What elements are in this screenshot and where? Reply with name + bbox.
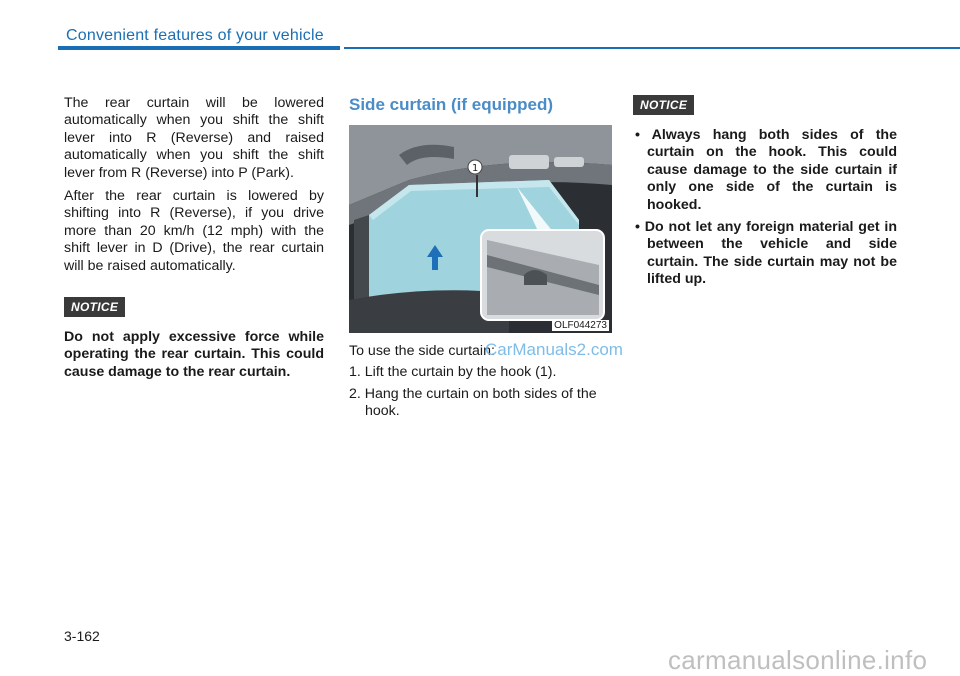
side-curtain-illustration <box>349 125 612 333</box>
rear-curtain-paragraph-1: The rear curtain will be lowered automatically when you shift the shift lever into R (Reverse) and raised automatically when you shift the shift lever from R (Reverse) into P (Park). <box>64 95 324 181</box>
step-item: 1. Lift the curtain by the hook (1). <box>349 364 557 381</box>
side-curtain-figure <box>349 125 612 333</box>
middle-column <box>349 95 612 425</box>
header-title: Convenient features of your vehicle <box>66 27 324 44</box>
watermark-bottom: carmanualsonline.info <box>668 645 928 675</box>
notice-badge: NOTICE <box>64 297 125 317</box>
header-rule-thin <box>344 47 960 49</box>
figure-code: OLF044273 <box>554 320 607 331</box>
step-item: 2. Hang the curtain on both sides of the hook. <box>349 385 597 420</box>
watermark-top: CarManuals2.com <box>485 340 623 359</box>
page-number: 3-162 <box>64 628 100 644</box>
side-curtain-steps <box>349 364 612 420</box>
side-curtain-intro: To use the side curtain: <box>349 343 495 359</box>
right-column <box>633 95 897 294</box>
rear-curtain-paragraph-2: After the rear curtain is lowered by shifting into R (Reverse), if you drive more than 20 km/h (12 mph) with the shift lever in D (Drive), the rear curtain will be raised automatically. <box>64 188 324 274</box>
notice-text: Do not apply excessive force while operating the rear curtain. This could cause damage to the rear curtain. <box>64 329 324 380</box>
notice-bullet: • Always hang both sides of the curtain on the hook. This could cause damage to the side curtain if only one side of the curtain is hooked. <box>635 127 897 213</box>
notice-bullets <box>633 127 897 289</box>
notice-badge: NOTICE <box>633 95 694 115</box>
notice-bullet: • Do not let any foreign material get in between the vehicle and side curtain. The side curtain may not be lifted up. <box>635 219 897 288</box>
header-rule-thick <box>58 46 340 50</box>
section-title: Side curtain (if equipped) <box>349 95 554 114</box>
left-column <box>64 95 324 381</box>
figure-callout-1: 1 <box>472 163 479 174</box>
